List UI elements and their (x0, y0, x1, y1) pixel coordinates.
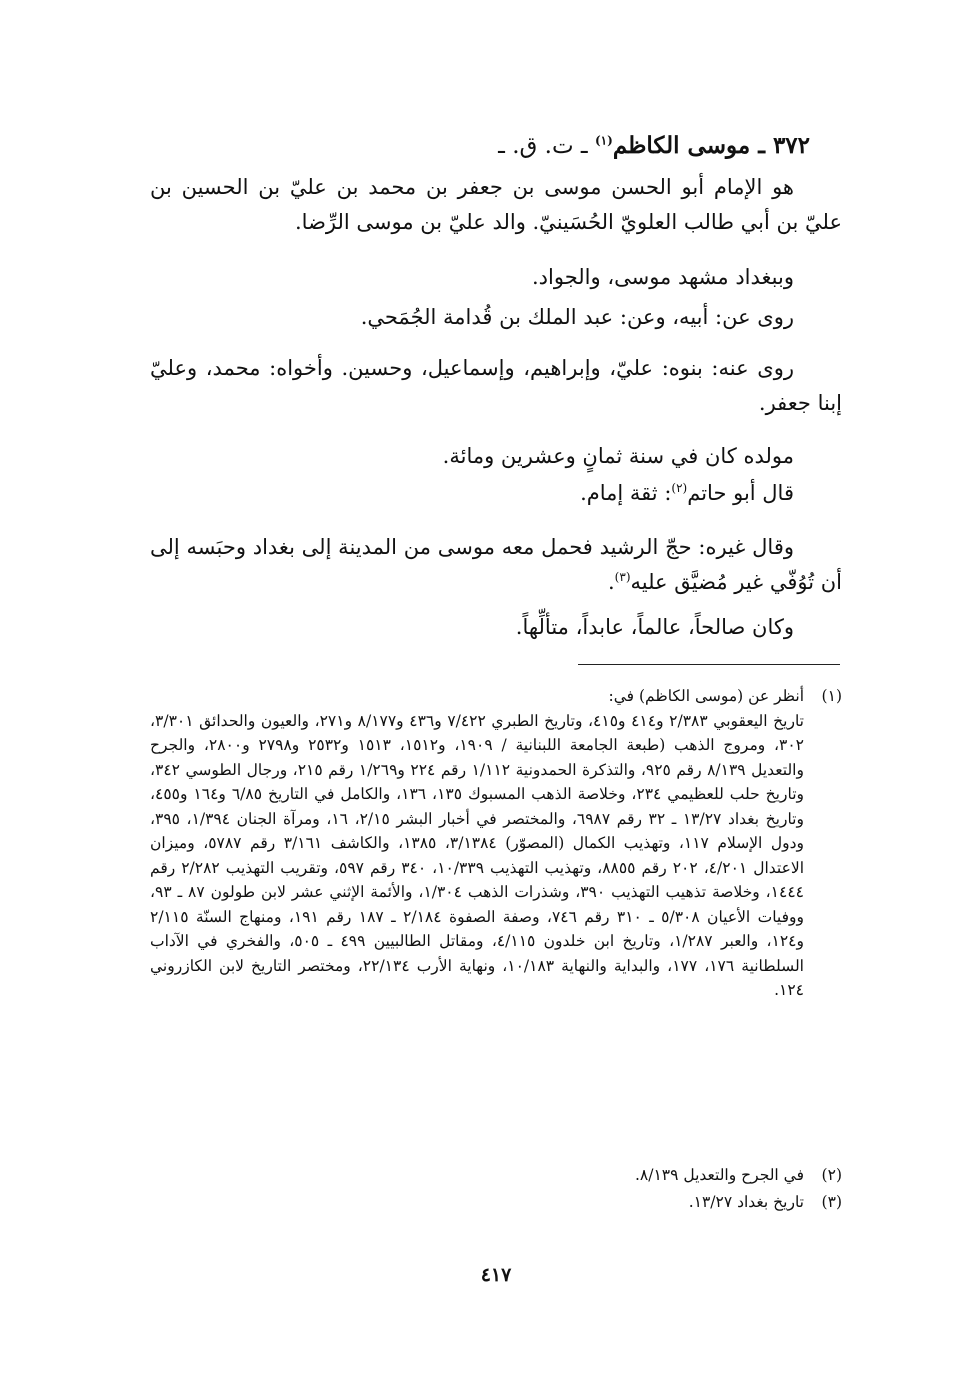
abu-hatim-verdict: : ثقة إمام. (580, 481, 672, 505)
paragraph-narrated-from: روى عن: أبيه، وعن: عبد الملك بن قُدامة الجُمَحي. (360, 305, 794, 329)
rashid-text: وقال غيره: حجّ الرشيد فحمل معه موسى من المدينة إلى بغداد وحبَسه إلى أن تُوُفّي غير مُضيَّق عليه (150, 535, 842, 594)
paragraph-abu-hatim (150, 476, 842, 511)
footnote-ref-2[interactable]: (٢) (671, 481, 688, 495)
abu-hatim-text: قال أبو حاتم (687, 481, 794, 505)
entry-codes: ـ ت. ق. ـ (498, 133, 595, 159)
entry-heading (498, 132, 810, 159)
entry-title: ٣٧٢ ـ موسى الكاظم (612, 132, 810, 159)
footnote-3 (150, 1190, 842, 1215)
footnote-1 (150, 684, 842, 1003)
footnote-ref-1[interactable]: (١) (594, 133, 613, 148)
footnote-text: تاريخ بغداد ١٣/٢٧. (688, 1193, 804, 1211)
footnote-separator (578, 664, 840, 665)
footnote-number: (٢) (821, 1166, 842, 1184)
footnote-text: في الجرح والتعديل ٨/١٣٩. (634, 1166, 804, 1184)
paragraph-narrated-by: روى عنه: بنوه: عليّ، وإبراهيم، وإسماعيل، وحسين. وأخواه: محمد، وعليّ إبنا جعفر. (150, 356, 842, 415)
rashid-end: . (607, 570, 615, 594)
paragraph-lineage: هو الإمام أبو الحسن موسى بن جعفر بن محمد بن عليّ بن الحسين بن عليّ بن أبي طالب العلويّ الحُسَينيّ. والد عليّ بن موسى الرِّضا. (150, 175, 842, 234)
footnote-intro: أنظر عن (موسى الكاظم) في: (608, 687, 804, 705)
paragraph-character: وكان صالحاً، عالماً، عابداً، متألِّهاً. (515, 615, 794, 639)
footnote-number: (٣) (821, 1193, 842, 1211)
paragraph-birth: مولده كان في سنة ثمانٍ وعشرين ومائة. (442, 444, 794, 468)
footnote-number: (١) (821, 687, 842, 705)
paragraph-rashid (150, 530, 842, 600)
book-page (150, 118, 842, 1318)
footnote-2 (150, 1163, 842, 1188)
page-number: ٤١٧ (480, 1264, 512, 1286)
paragraph-shrine: وببغداد مشهد موسى، والجواد. (532, 265, 794, 289)
footnote-ref-3[interactable]: (٣) (614, 570, 631, 584)
footnote-sources: تاريخ اليعقوبي ٢/٣٨٣ و٤١٤ و٤١٥، وتاريخ الطبري ٧/٤٢٢ و٤٣٦ و٨/١٧٧ و٢٧١، والعيون والحدائق ٣/٣٠١، ٣٠٢، ومروج الذهب (طبعة الجامعة اللبنانية / ١٩٠٩، و١٥١٢، ١٥١٣ و٢٥٣٢ و٢٧٩٨ و٢٨٠٠، والجرح والتعديل ٨/١٣٩ رقم ٩٢٥، والتذكرة الحمدونية ١/١١٢ رقم ٢٢٤ و١/٢٦٩ رقم ٢١٥، ورجال الطوسي ٣٤٢، وتاريخ حلب للعظيمي ٢٣٤، وخلاصة الذهب المسبوك ١٣٥، ١٣٦، والكامل في التاريخ ٦/٨٥ و١٦٤ و٤٥٥، وتاريخ بغداد ١٣/٢٧ ـ ٣٢ رقم ٦٩٨٧، والمختصر في أخبار البشر ٢/١٥، ١٦، ومرآة الجنان ١/٣٩٤، ٣٩٥، ودول الإسلام ١١٧، وتهذيب الكمال (المصوّر) ٣/١٣٨٤، ١٣٨٥، والكاشف ٣/١٦١ رقم ٥٧٨٧، وميزان الاعتدال ٤/٢٠١، ٢٠٢ رقم ٨٨٥٥، وتهذيب التهذيب ١٠/٣٣٩، ٣٤٠ رقم ٥٩٧، وتقريب التهذيب ٢/٢٨٢ رقم ١٤٤٤، وخلاصة تذهيب التهذيب ٣٩٠، وشذرات الذهب ١/٣٠٤، والأئمة الإثني عشر لابن طولون ٨٧ ـ ٩٣، ووفيات الأعيان ٥/٣٠٨ ـ ٣١٠ رقم ٧٤٦، وصفة الصفوة ٢/١٨٤ ـ ١٨٧ رقم ١٩١، ومنهاج السنّة ٢/١١٥ و١٢٤، والعبر ١/٢٨٧، وتاريخ ابن خلدون ٤/١١٥، ومقاتل الطالبيين ٤٩٩ ـ ٥٠٥، والفخري في الآداب السلطانية ١٧٦، ١٧٧، والبداية والنهاية ١٠/١٨٣، ونهاية الأرب ٢٢/١٣٤، ومختصر التاريخ لابن الكازروني ١٢٤. (150, 711, 805, 999)
